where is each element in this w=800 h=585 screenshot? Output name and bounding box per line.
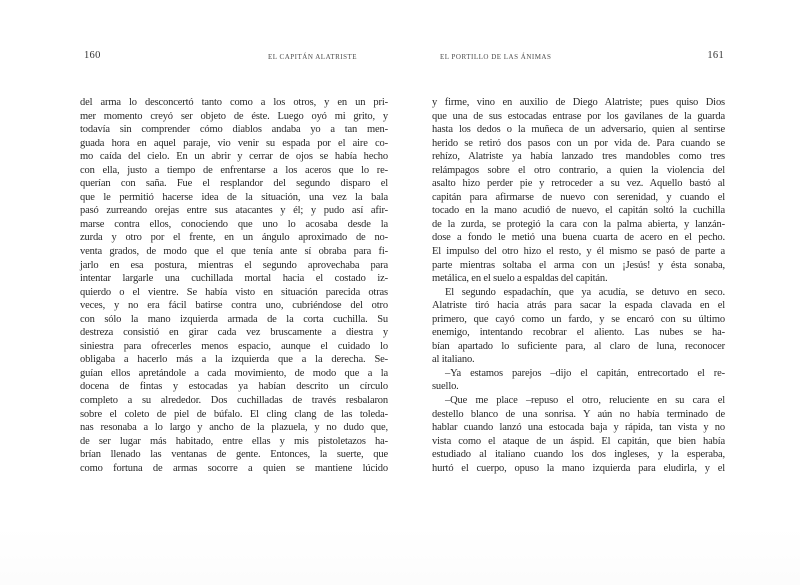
text-line: siniestra para ofrecerles menos espacio, aunque el cuidado lo [80,340,388,352]
text-line: que una de sus estocadas entrase por los gavilanes de la guarda [432,110,725,122]
text-line: completo a su alrededor. Dos cuchilladas de través resbalaron [80,395,388,407]
text-line: hasta los dedos o la muñeca de un adversario, quien al sentirse [432,124,725,136]
text-line: destello blanco de una sonrisa. Y aún no había terminado de [432,408,725,420]
text-line: de ser lugar más habitado, entre ellas y mis pistoletazos ha- [80,435,388,447]
text-line: venta grados, de modo que el que tenía ante sí obraba para fi- [80,246,388,258]
text-line: metálica, en el suelo a espaldas del capitán. [432,273,608,285]
left-page-number: 160 [84,50,101,61]
text-line: como fortuna de armas socorre a quien se mantiene lúcido [80,462,388,474]
text-line: mer momento creyó ser objeto de éste. Luego oyó mi grito, y [80,110,388,122]
text-line: guada hora en aquel paraje, vio venir su espada por el aire co- [80,137,388,149]
text-line: relámpagos sobre el otro contrario, a quien la violencia del [432,164,725,176]
text-line: El impulso del otro hizo el resto, y él mismo se pasó de parte a [432,246,725,258]
text-line: hurtó el cuerpo, opuso la mano izquierda para eludirla, y el [432,462,725,474]
text-line: herido se retiró dos pasos con un por vida de. Para cuando se [432,137,725,149]
text-line: bían apartado lo suficiente para, al claro de luna, reconocer [432,340,725,352]
text-line: dose a fondo le metió una buena cuarta de acero en el pecho. [432,232,725,244]
text-line: quierdo o el vientre. Se había visto en situación parecida otras [80,286,388,298]
text-line: marse contra ellos, conociendo que uno lo acosaba desde la [80,218,388,230]
text-line: parte mientras soltaba el arma con un ¡Jesús! y ésta sonaba, [432,259,725,271]
text-line: al italiano. [432,354,475,366]
text-line: El segundo espadachín, que ya acudía, se detuvo en seco. [445,286,725,298]
text-line: primero, que cayó como un fardo, y se encaró con su último [432,313,725,325]
text-line: estudiado al italiano cuando los dos ingleses, y la esperaba, [432,449,725,461]
text-line: con sólo la mano izquierda armada de la corta cuchilla. Su [80,313,388,325]
text-line: pasó zurreando orejas entre sus atacantes y él; y pudo así afir- [80,205,388,217]
text-line: mo caída del cielo. En un abrir y cerrar de ojos se había hecho [80,151,388,163]
text-line: veces, y no era fácil batirse contra uno, cubriéndose del otro [80,300,388,312]
text-line: de la zurda, se protegió la cara con la palma abierta, y lanzán- [432,218,725,230]
text-line: todavía sin comprender cómo diablos andaba yo a tan men- [80,124,388,136]
text-line: brían llenado las ventanas de gente. Entonces, la suerte, que [80,449,388,461]
text-line: Alatriste tiró hacia atrás para sacar la espada clavada en el [432,300,725,312]
text-line: –Ya estamos parejos –dijo el capitán, entrecortado el re- [445,367,725,379]
right-page-text [432,96,725,475]
text-line: intentar largarle una cuchillada mortal hacia el costado iz- [80,273,388,285]
text-line: destreza consistió en girar cada vez bruscamente a diestra y [80,327,388,339]
text-line: docena de fintas y estocadas ya habían descrito un círculo [80,381,388,393]
text-line: asalto hizo perder pie y retroceder a su vez. Aquello bastó al [432,178,725,190]
right-page-number: 161 [707,50,724,61]
text-line: suello. [432,381,459,393]
text-line: vista como el ataque de un áspid. El capitán, que bien había [432,435,725,447]
text-line: rehízo, Alatriste ya había lanzado tres mandobles como tres [432,151,725,163]
text-line: –Que me place –repuso el otro, reluciente en su cara el [445,395,725,407]
text-line: tocado en la mano acudió de nuevo, el capitán soltó la cuchilla [432,205,725,217]
text-line: del arma lo desconcertó tanto como a los otros, y en un pri- [80,97,388,108]
text-line: querían con saña. Fue el resplandor del segundo disparo el [80,178,388,190]
text-line: jarlo en esa postura, mientras el segundo aprovechaba para [80,259,388,271]
text-line: capitán para afirmarse de nuevo con serenidad, y cuando el [432,191,725,203]
text-line: sobre el coleto de piel de búfalo. El cling clang de las toleda- [80,408,388,420]
text-line: que le permitió hacerse idea de la situación, una vez la bala [80,191,388,203]
left-running-head: EL CAPITÁN ALATRISTE [268,53,358,61]
text-line: obligaba a hacerlo más a la izquierda que a la derecha. Se- [80,354,388,366]
right-running-head: EL PORTILLO DE LAS ÁNIMAS [440,53,552,61]
text-line: enemigo, intentando recobrar el aliento. Las nubes se ha- [432,327,725,339]
text-line: zurda y otro por el frente, en un ángulo aproximado de no- [80,232,388,244]
text-line: con ella, justo a tiempo de enfrentarse a los aceros que lo re- [80,164,388,176]
text-line: nas resonaba a lo largo y ancho de la plazuela, y no dudo que, [80,422,388,434]
text-line: hablar cuando lanzó una estocada baja y rápida, tan vista y no [432,422,725,434]
text-line: y firme, vino en auxilio de Diego Alatriste; pues quiso Dios [432,97,725,108]
text-line: guían ellos apretándole a cada movimiento, de modo que a la [80,367,388,379]
left-page-text [80,96,388,475]
